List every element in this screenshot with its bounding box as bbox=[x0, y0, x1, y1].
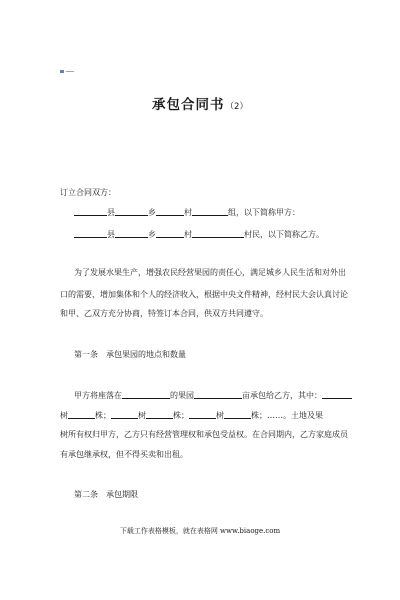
blank-field bbox=[74, 229, 107, 238]
county-label: 县 bbox=[107, 208, 115, 217]
blank-field bbox=[192, 207, 228, 216]
article1-line-4: 有承包继承权，但不得买卖和出租。 bbox=[60, 450, 188, 459]
plant-label: 株； bbox=[173, 411, 189, 420]
plant-label: 株； bbox=[95, 411, 111, 420]
township-label: 乡 bbox=[148, 208, 156, 217]
title-suffix: （2） bbox=[225, 102, 248, 112]
article1-line-2 bbox=[60, 410, 360, 421]
blank-field bbox=[146, 410, 173, 419]
party-b-line bbox=[74, 229, 374, 240]
plant-label: 株； bbox=[251, 411, 267, 420]
blank-field bbox=[68, 410, 95, 419]
blank-field bbox=[111, 410, 138, 419]
preamble-line-2: 口的需要，增加集体和个人的经济收入，根据中央文件精神，经村民大会认真讨论 bbox=[60, 290, 348, 299]
article1-text: 的果园 bbox=[170, 391, 194, 400]
tree-label: 树 bbox=[216, 411, 224, 420]
blank-field bbox=[115, 229, 148, 238]
article1-text: 甲方将座落在 bbox=[74, 391, 122, 400]
marker-dash bbox=[66, 71, 74, 72]
blank-field bbox=[224, 410, 251, 419]
page-marker-icon bbox=[60, 70, 74, 73]
township-label: 乡 bbox=[148, 230, 156, 239]
blank-field bbox=[74, 207, 107, 216]
tree-label: 树 bbox=[60, 411, 68, 420]
article1-heading: 第一条 承包果园的地点和数量 bbox=[74, 350, 186, 359]
parties-heading: 订立合同双方： bbox=[60, 188, 116, 197]
article1-ellipsis: ……。土地及果 bbox=[267, 411, 323, 420]
blank-field bbox=[156, 229, 184, 238]
county-label: 县 bbox=[107, 230, 115, 239]
blank-field bbox=[192, 229, 244, 238]
page-footer: 下载工作表格模板，就在表格网 www.biaoge.com bbox=[119, 527, 281, 535]
article1-line-3: 树所有权归甲方，乙方只有经营管理权和承包受益权。在合同期内，乙方家庭成员 bbox=[60, 430, 348, 439]
group-label: 组，以下简称甲方： bbox=[228, 208, 300, 217]
title-main: 承包合同书 bbox=[152, 97, 225, 113]
article1-line-1 bbox=[74, 390, 374, 401]
preamble-line-1: 为了发展水果生产，增强农民经营果园的责任心，满足城乡人民生活和对外出 bbox=[74, 268, 346, 277]
blank-field bbox=[189, 410, 216, 419]
blank-field bbox=[122, 390, 170, 399]
tree-label: 树 bbox=[138, 411, 146, 420]
article2-heading: 第二条 承包期限 bbox=[74, 490, 138, 499]
blank-field bbox=[322, 390, 352, 399]
party-b-tail: 村民，以下简称乙方。 bbox=[244, 230, 324, 239]
party-a-line bbox=[74, 207, 374, 218]
village-label: 村 bbox=[184, 208, 192, 217]
document-title bbox=[0, 93, 400, 113]
marker-dot bbox=[60, 70, 64, 73]
blank-field bbox=[156, 207, 184, 216]
article1-text: 亩承包给乙方，其中： bbox=[242, 391, 322, 400]
blank-field bbox=[115, 207, 148, 216]
village-label: 村 bbox=[184, 230, 192, 239]
preamble-line-3: 和甲、乙双方充分协商，特签订本合同，供双方共同遵守。 bbox=[60, 309, 268, 318]
blank-field bbox=[194, 390, 242, 399]
